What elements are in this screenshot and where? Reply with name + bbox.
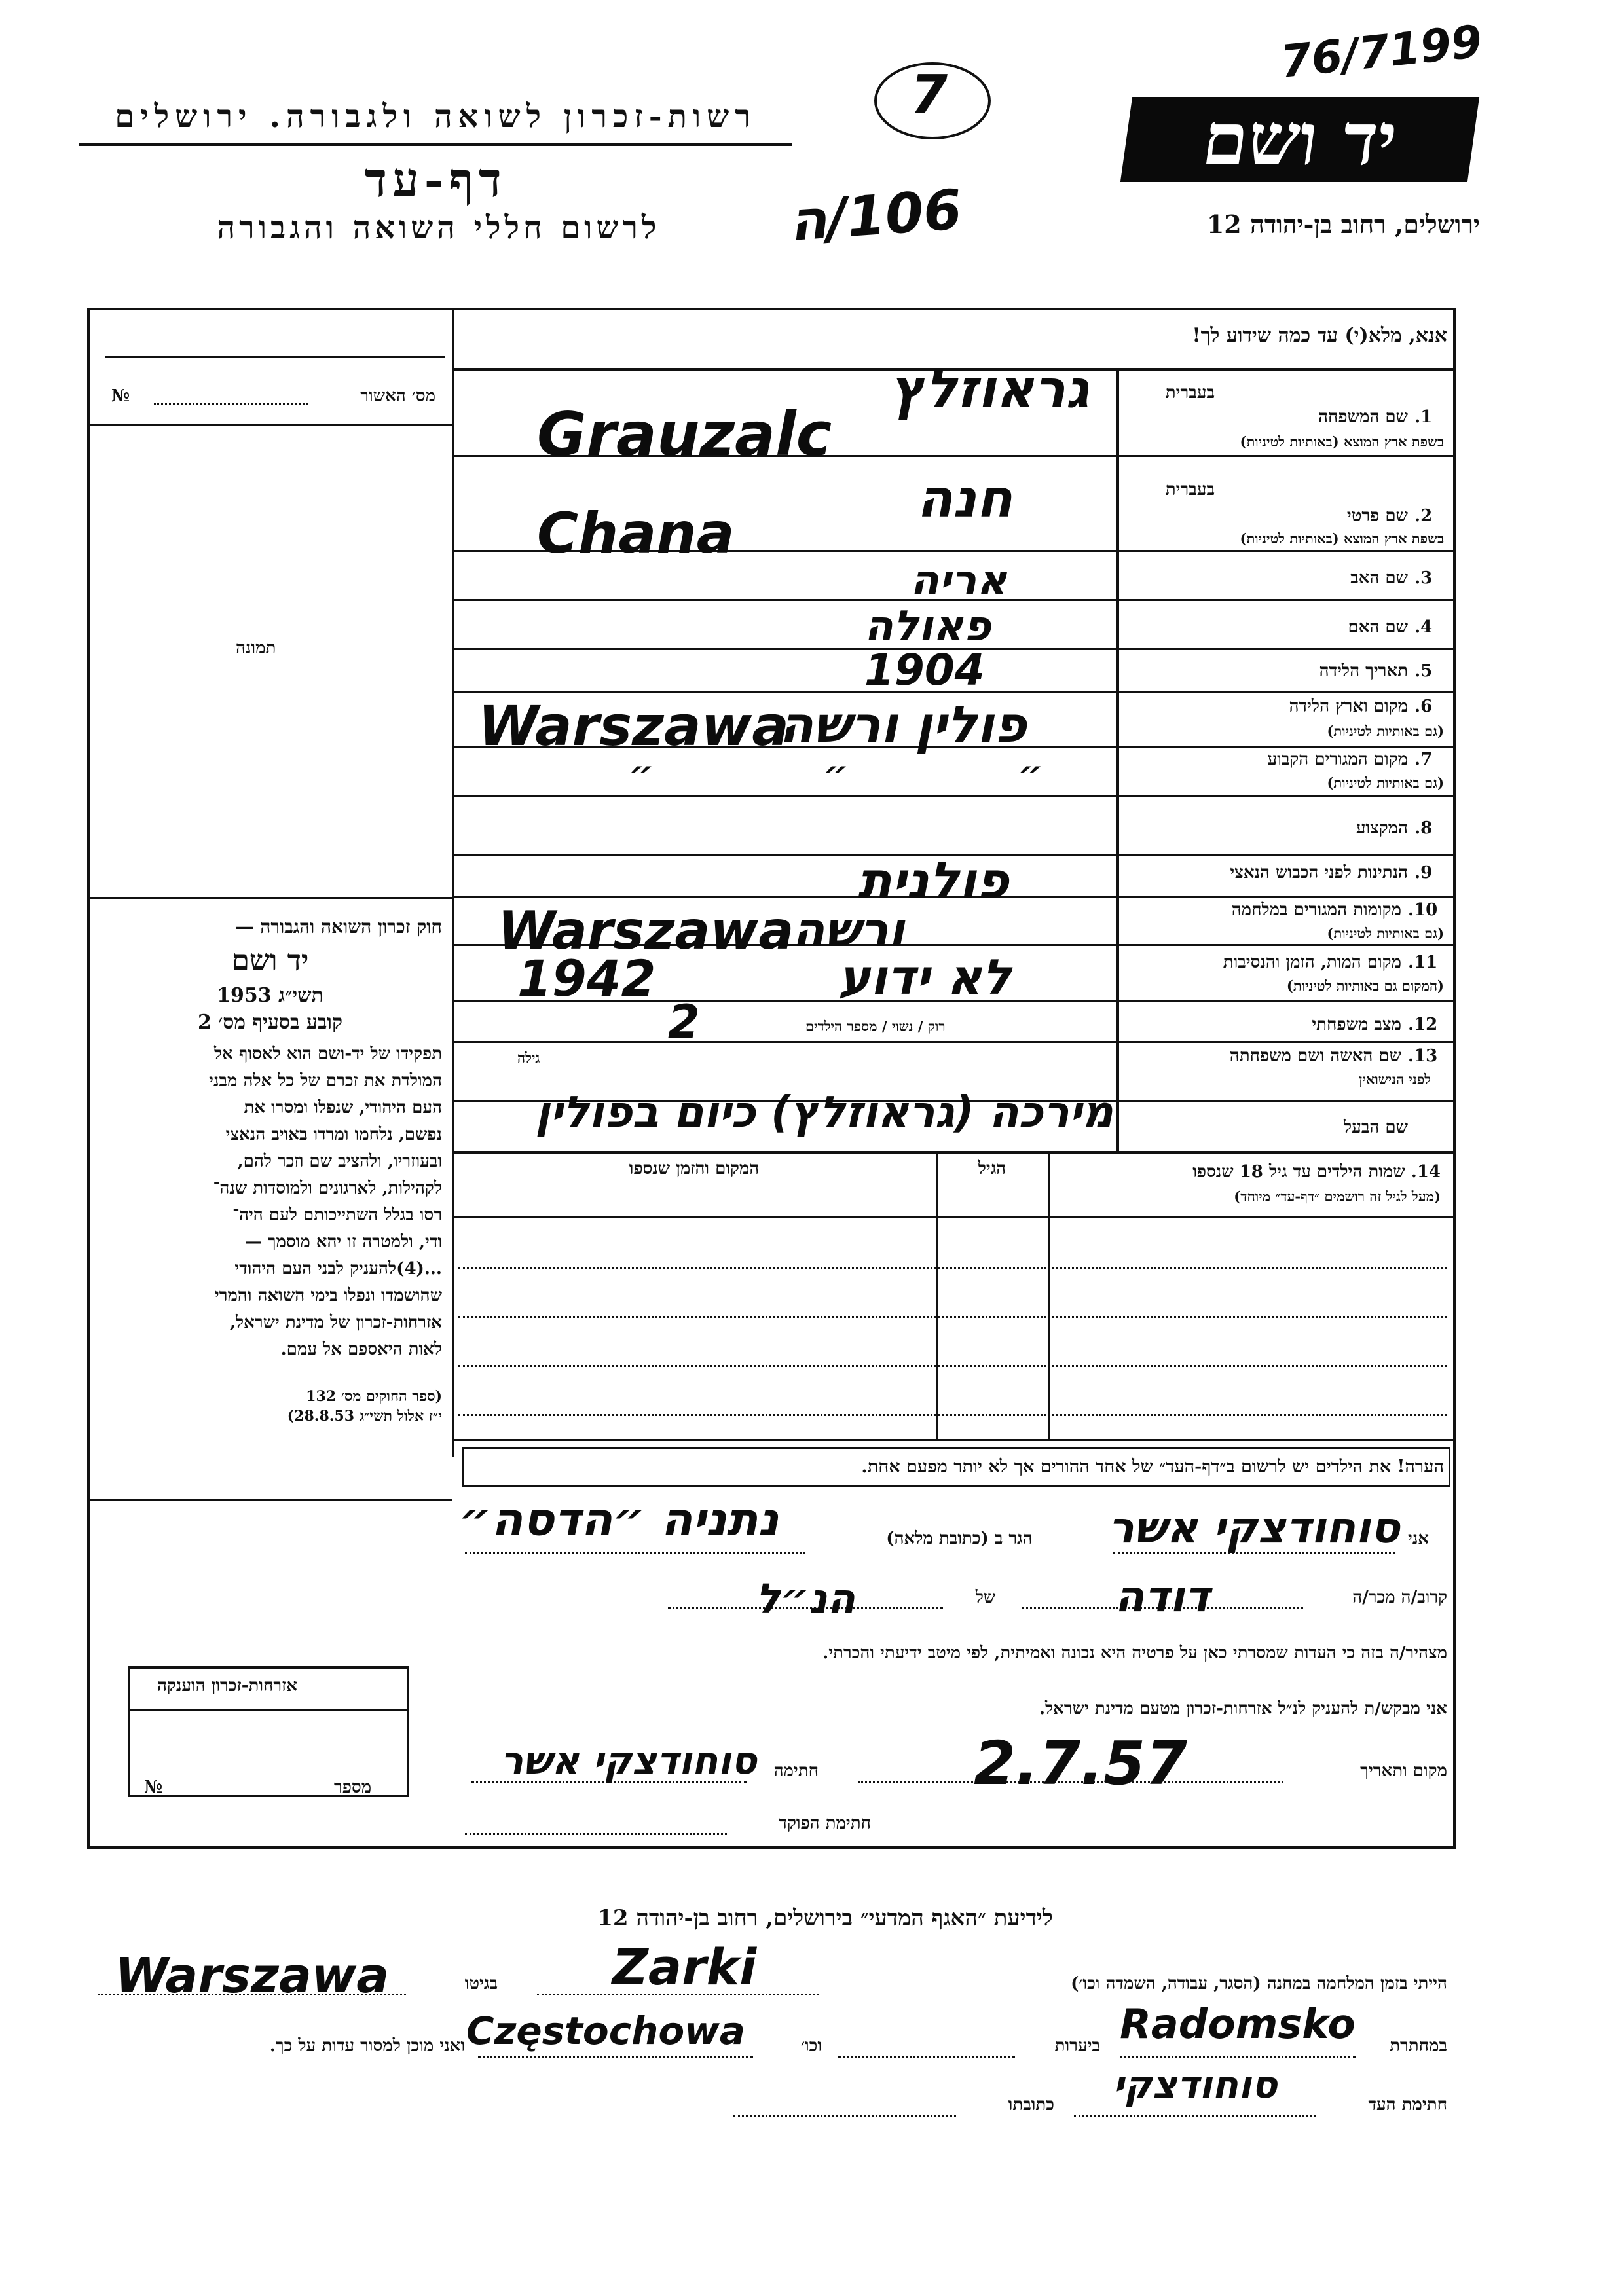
law-ref-2: י״ז אלול תשי״ג 28.8.53) — [287, 1408, 442, 1425]
field-13-age-label: גילה — [517, 1049, 540, 1066]
decl-of-name: הנ״ל — [755, 1575, 856, 1622]
decl-request: אני מבקש/ת להעניק לנ״ל אזרחות-זכרון מטעם מדינת ישראל. — [1039, 1699, 1447, 1719]
field-10-label: מקומות המגורים במלחמה — [1231, 900, 1401, 920]
approval-dots — [154, 403, 308, 405]
law-body-4: ובעוזריו, ולהציב שם וזכר להם, — [237, 1152, 442, 1171]
bottom-address-line — [733, 2115, 956, 2117]
bottom-address-label: כתובתו — [1008, 2095, 1054, 2115]
org-line: רשות-זכרון לשואה ולגבורה. ירושלים — [115, 98, 756, 135]
bottom-line1: הייתי בזמן המלחמה במחנה (הסגר, עבודה, השמדה וכו׳) — [1071, 1974, 1447, 1994]
field-1-num: 1. — [1414, 407, 1433, 427]
intro-line: אנא, מלא(י) עד כמה שידוע לך! — [1192, 324, 1447, 347]
children-label: 14. שמות הילדים עד גיל 18 שנספו — [1192, 1162, 1441, 1182]
decl-i-label: אני — [1408, 1529, 1429, 1548]
field-6-label: מקום וארץ הלידה — [1289, 697, 1408, 716]
field-11-label: מקום המות, הזמן והנסיבות — [1223, 953, 1401, 972]
bottom-town: Radomsko — [1120, 2000, 1356, 2048]
law-year: תשי״ג 1953 — [217, 984, 323, 1007]
bottom-town-line — [1120, 2056, 1356, 2058]
yad-vashem-logo: יד ושם — [1120, 97, 1479, 182]
bottom-ghetto: Warszawa — [115, 1948, 390, 2004]
citizenship-title: אזרחות-זכרון הוענקה — [157, 1676, 298, 1696]
field-2-value-hebrew: חנה — [917, 468, 1013, 529]
decl-address-line — [465, 1552, 805, 1554]
photo-rule — [87, 897, 452, 899]
decl-of-label: של — [975, 1588, 996, 1607]
approval-no: № — [111, 386, 130, 406]
law-title: חוק זכרון השואה והגבורה — — [235, 916, 442, 938]
approval-ticks — [105, 319, 445, 358]
approval-label: מס׳ האשור — [360, 386, 435, 406]
field-2-tag: בעברית — [1165, 480, 1215, 500]
decl-i-name: סוחודצקי אשר — [1108, 1503, 1400, 1553]
law-body-6: רסו בגלל השתייכותם לעם היה־ — [232, 1205, 442, 1225]
field-8-label: המקצוע — [1356, 818, 1408, 838]
row-rule — [452, 1151, 1456, 1154]
bottom-town2: Częstochowa — [466, 2009, 745, 2053]
bottom-forest-line — [838, 2056, 1015, 2058]
field-10-num: 10. — [1408, 900, 1438, 920]
children-row — [458, 1365, 1447, 1367]
field-7-num: 7. — [1414, 750, 1433, 769]
field-1-label: שם המשפחה — [1318, 407, 1408, 427]
field-3-label: שם האב — [1350, 568, 1408, 588]
bottom-witness-line — [1074, 2115, 1316, 2117]
field-4-num: 4. — [1414, 617, 1433, 637]
field-8-num: 8. — [1414, 818, 1433, 838]
field-10-value-hebrew: ורשה — [792, 902, 905, 957]
org-underline — [79, 143, 792, 146]
field-13-sub: לפני הנישואין — [1359, 1071, 1431, 1087]
decl-address: נתניה ״הדסה״ — [458, 1493, 779, 1546]
children-col-age: הגיל — [978, 1159, 1006, 1178]
law-section: קובע בסעיף מס׳ 2 — [197, 1011, 343, 1034]
page-marker: 7 — [910, 64, 948, 126]
field-9-value: פולנית — [858, 851, 1009, 909]
field-6-num: 6. — [1414, 697, 1433, 716]
bottom-hiding-label: במחתרת — [1390, 2036, 1447, 2056]
bottom-etc-label: וכו׳ — [800, 2036, 822, 2056]
law-name: יד ושם — [231, 944, 309, 977]
sidebar-bottom-rule — [87, 1499, 452, 1501]
field-7-sub: (גם באותיות לטיניות) — [1327, 774, 1444, 791]
children-col-place: המקום והזמן שנספו — [629, 1159, 760, 1178]
field-13-value: מירכה (גראוזלץ) כיום בפולין — [535, 1087, 1113, 1137]
law-body-11: לאות היאספם אל עמם. — [280, 1339, 442, 1359]
law-body-8: ...(4)להעניק לבני העם היהודי — [234, 1259, 442, 1279]
field-4-value: פאולה — [864, 602, 991, 651]
children-row — [458, 1267, 1447, 1269]
field-1-sub: בשפת ארץ המוצא (באותיות לטיניות) — [1240, 433, 1444, 450]
file-number: 106/ה — [786, 177, 964, 254]
field-11-value-year: 1942 — [517, 949, 656, 1008]
field-9-label: הנתינות לפני הכבוש הנאצי — [1230, 863, 1408, 883]
decl-resides-label: הגר ב (כתובת מלאה) — [886, 1529, 1033, 1548]
law-body-10: אזרחות-זכרון של מדינת ישראל, — [229, 1313, 442, 1332]
children-bottom-rule — [452, 1439, 1456, 1441]
decl-relative-label: קרוב/ה מכר/ה — [1352, 1588, 1447, 1607]
form-title: דף-עד — [364, 152, 507, 208]
law-body-9: שהושמדו ונפלו בימי השואה והמרי — [214, 1286, 442, 1305]
decl-clerk-label: חתימת הפוקד — [779, 1813, 871, 1833]
decl-statement: מצהיר/ה בזה כי העדות שמסרתי כאן על פרטיה היא נכונה ואמיתית, לפי מיטב ידיעתי והכרתי. — [822, 1643, 1447, 1663]
law-body-1: המולדת את זכרם של כל אלה מבני — [209, 1071, 442, 1091]
field-5-value: 1904 — [864, 645, 985, 695]
bottom-town2-line — [478, 2056, 753, 2058]
field-6-value-hebrew: פולין ורשה — [779, 695, 1027, 754]
law-ref-1: (ספר החוקים מס׳ 132 — [306, 1388, 442, 1405]
field-3-num: 3. — [1414, 568, 1433, 588]
field-6-value-latin: Warszawa — [478, 694, 789, 758]
bottom-heading: לידיעת ״האגף המדעי״ בירושלים, רחוב בן-יהודה 12 — [597, 1905, 1053, 1931]
field-3-value: אריה — [910, 556, 1007, 605]
children-row — [458, 1414, 1447, 1416]
field-2-value-latin: Chana — [537, 501, 735, 566]
citizenship-number-label: מספר — [334, 1777, 372, 1797]
photo-label: תמונה — [236, 638, 276, 658]
field-11-value-hebrew: לא ידוע — [838, 949, 1012, 1006]
field-13-num: 13. — [1408, 1046, 1438, 1066]
row-rule — [452, 795, 1456, 797]
field-12-label: מצב משפחתי — [1312, 1015, 1401, 1034]
citizenship-no: № — [144, 1777, 163, 1797]
form-subtitle: לרשום חללי השואה והגבורה — [217, 210, 661, 246]
archive-number: 76/7199 — [1278, 16, 1485, 88]
decl-clerk-line — [465, 1833, 727, 1835]
law-body-0: תפקידו של יד-ושם הוא לאסוף אל — [213, 1044, 442, 1064]
field-1-value-latin: Grauzalc — [537, 399, 832, 469]
field-12-num: 12. — [1408, 1015, 1438, 1034]
bottom-ghetto-label: בגיטו — [464, 1974, 498, 1994]
children-col-2 — [936, 1151, 938, 1439]
bottom-witness-label: חתימת העד — [1368, 2095, 1447, 2115]
decl-signature: סוחודצקי אשר — [500, 1738, 757, 1783]
field-4-label: שם האם — [1348, 617, 1408, 637]
field-10-value-latin: Warszawa — [498, 900, 794, 961]
law-body-5: לקהילות, לארגונים ולמוסדות שנה־ — [213, 1178, 442, 1198]
children-sub: (מעל לגיל זה רושמים ״דף-עד״ מיוחד) — [1234, 1188, 1441, 1205]
children-header-rule — [452, 1216, 1456, 1218]
field-13-label: שם האשה ושם משפחתה — [1229, 1046, 1401, 1066]
field-7-value: ״ ״ ״ — [629, 753, 1122, 794]
field-2-label: שם פרטי — [1346, 506, 1408, 526]
decl-signature-label: חתימה — [773, 1761, 819, 1781]
law-body-2: העם היהודי, שנפלו ומסרו את — [244, 1098, 442, 1118]
bottom-ready-text: ואני מוכן למסור עדות על כך. — [269, 2036, 465, 2056]
bottom-camp: Zarki — [612, 1938, 757, 1996]
law-body-3: נפשם, נלחמו ומרדו באויב הנאצי — [225, 1125, 442, 1144]
sidebar-divider — [452, 308, 454, 1457]
field-7-label: מקום המגורים הקבוע — [1267, 750, 1408, 769]
field-5-label: תאריך הלידה — [1319, 661, 1408, 681]
bottom-towns-label: ביערות — [1054, 2036, 1100, 2056]
decl-date: 2.7.57 — [974, 1728, 1187, 1798]
citizenship-title-rule — [130, 1709, 407, 1711]
field-9-num: 9. — [1414, 863, 1433, 883]
field-1-value-hebrew: גראוזלץ — [891, 359, 1089, 420]
field-1-tag: בעברית — [1165, 383, 1215, 403]
decl-place-date-label: מקום ותאריך — [1360, 1761, 1447, 1781]
field-2-sub: בשפת ארץ המוצא (באותיות לטיניות) — [1240, 530, 1444, 547]
field-12-value: 2 — [668, 995, 700, 1049]
field-2-num: 2. — [1414, 506, 1433, 526]
bottom-witness-sig: סוחודצקי — [1113, 2062, 1278, 2107]
law-text — [98, 913, 442, 1426]
field-11-sub: (המקום גם באותיות לטיניות) — [1286, 977, 1444, 994]
note-text: הערה! את הילדים יש לרשום ב״דף-העד״ של אחד ההורים אך לא יותר מפעם אחת. — [861, 1457, 1444, 1477]
field-10-sub: (גם באותיות לטיניות) — [1327, 925, 1444, 941]
field-11-num: 11. — [1408, 953, 1438, 972]
law-body-7: ודי, ולמטרה זו יהא מוסמך — — [244, 1232, 442, 1252]
field-12-options: רוק / נשוי / מספר הילדים — [805, 1018, 946, 1034]
children-row — [458, 1316, 1447, 1318]
children-col-1 — [1048, 1151, 1050, 1439]
husband-label: שם הבעל — [1343, 1118, 1408, 1137]
field-6-sub: (גם באותיות לטיניות) — [1327, 723, 1444, 739]
row-rule — [452, 1041, 1456, 1043]
decl-relation: דודה — [1115, 1571, 1210, 1622]
address-line: ירושלים, רחוב בן-יהודה 12 — [1206, 210, 1480, 239]
field-5-num: 5. — [1414, 661, 1433, 681]
approval-rule — [87, 424, 452, 426]
